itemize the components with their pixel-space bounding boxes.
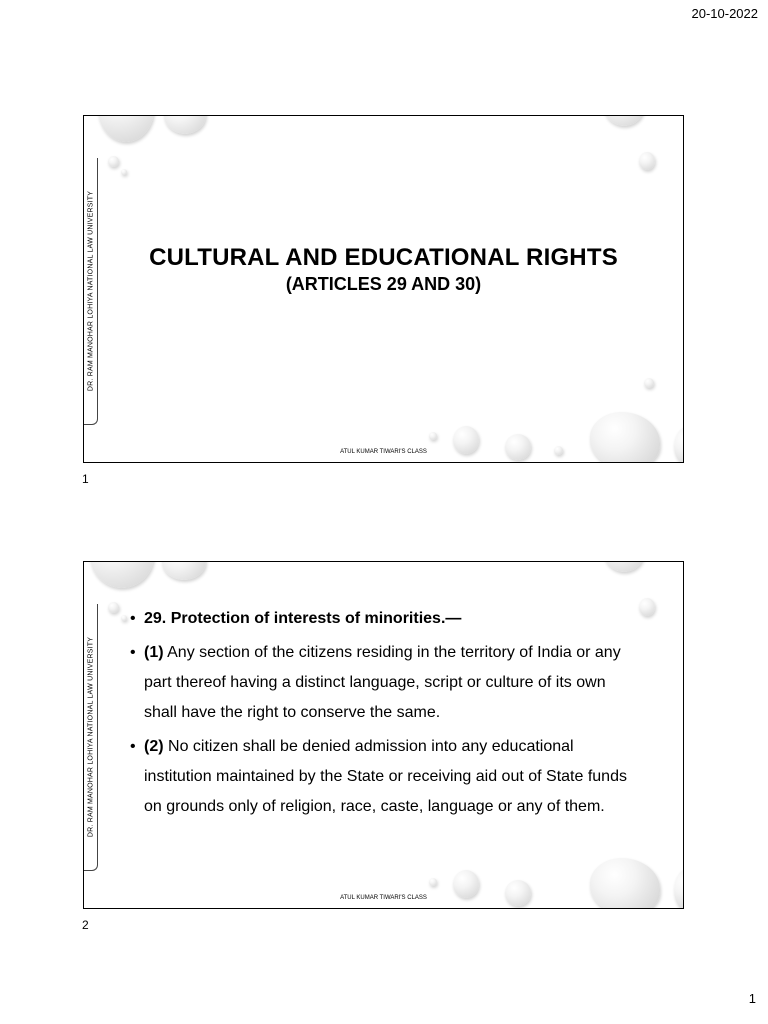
water-drop — [90, 561, 154, 588]
university-side-label: DR. RAM MANOHAR LOHIYA NATIONAL LAW UNIVERSITY — [84, 604, 98, 871]
water-drop — [644, 378, 654, 388]
bullet-heading: • 29. Protection of interests of minorities.— — [130, 604, 640, 634]
water-drop — [639, 152, 655, 170]
slide-number-2: 2 — [82, 918, 89, 932]
water-drop — [98, 115, 154, 142]
bullet-clause-1: • (1) Any section of the citizens residing in the territory of India or any part thereof having a distinct language, script or culture of its own shall have the right to conserve the same. — [130, 638, 640, 728]
slide-footer: ATUL KUMAR TIWARI'S CLASS — [340, 895, 427, 901]
slide-1 — [83, 115, 684, 463]
water-drop — [604, 561, 644, 572]
water-drop — [604, 115, 644, 126]
water-drop — [505, 880, 531, 906]
water-drop — [590, 858, 660, 909]
bullet-clause-2: • (2) No citizen shall be denied admission into any educational institution maintained by the State or receiving aid out of State funds on grounds only of religion, race, caste, language or any of them. — [130, 732, 640, 822]
water-drop — [121, 169, 127, 175]
water-drop — [639, 598, 655, 616]
water-drop — [108, 156, 119, 167]
water-drop — [674, 426, 684, 463]
slide-content — [130, 604, 640, 826]
water-drop — [121, 615, 127, 621]
slide-subtitle: (ARTICLES 29 AND 30) — [285, 274, 482, 294]
slide-footer: ATUL KUMAR TIWARI'S CLASS — [340, 449, 427, 455]
page-number: 1 — [748, 991, 756, 1006]
title-block — [84, 244, 683, 295]
slide-2 — [83, 561, 684, 909]
water-drop — [590, 412, 660, 463]
slide-title: CULTURAL AND EDUCATIONAL RIGHTS — [149, 244, 618, 271]
page-date: 20-10-2022 — [691, 6, 758, 21]
water-drop — [429, 432, 437, 440]
university-side-label: DR. RAM MANOHAR LOHIYA NATIONAL LAW UNIVERSITY — [84, 158, 98, 425]
water-drop — [429, 878, 437, 886]
slide-number-1: 1 — [82, 472, 89, 486]
water-drop — [674, 868, 684, 909]
water-drop — [505, 434, 531, 460]
water-drop — [164, 115, 206, 134]
water-drop — [162, 561, 206, 580]
water-drop — [453, 870, 479, 898]
water-drop — [108, 602, 119, 613]
